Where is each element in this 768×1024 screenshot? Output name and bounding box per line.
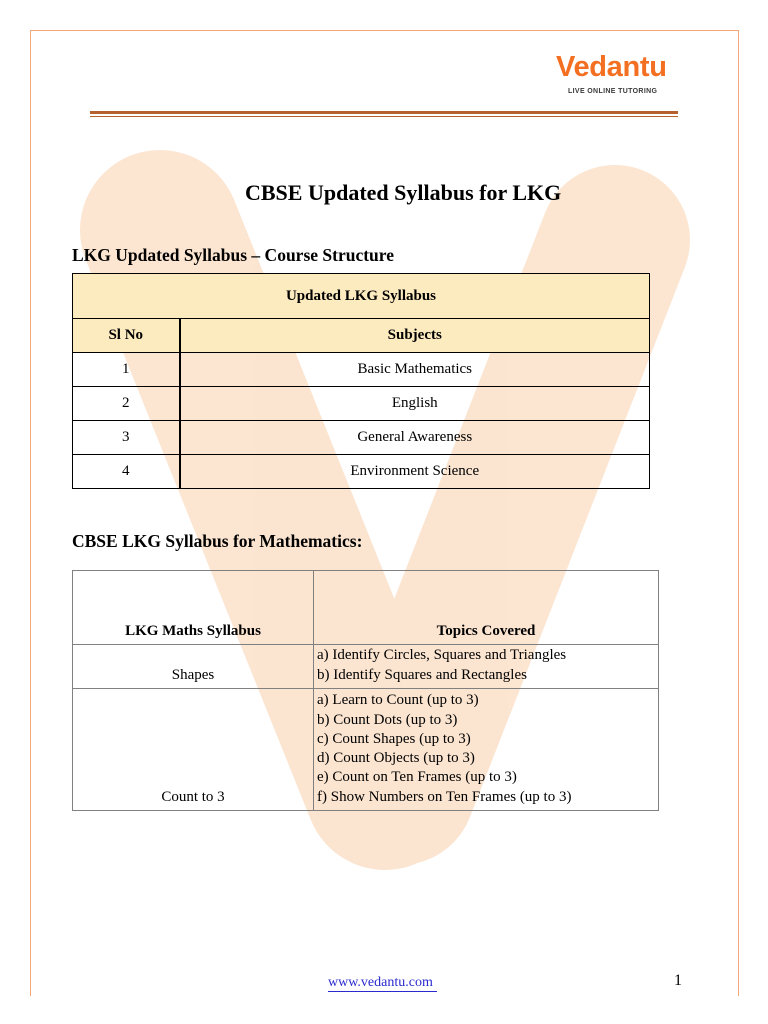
topics-cell xyxy=(314,689,659,811)
topic-item: b) Identify Squares and Rectangles xyxy=(317,666,527,683)
sl-no-cell: 2 xyxy=(73,387,180,421)
section-heading-mathematics: CBSE LKG Syllabus for Mathematics: xyxy=(72,531,363,551)
table-row xyxy=(73,387,650,421)
vedantu-logo: Vedantu xyxy=(556,51,667,83)
subject-cell: Environment Science xyxy=(180,455,650,489)
course-structure-table xyxy=(72,273,650,489)
table-header-row xyxy=(73,571,659,645)
subject-cell: English xyxy=(180,387,650,421)
table-row xyxy=(73,455,650,489)
topics-cell xyxy=(314,645,659,689)
subject-cell: General Awareness xyxy=(180,421,650,455)
sl-no-cell: 1 xyxy=(73,353,180,387)
topic-item: a) Learn to Count (up to 3) xyxy=(317,692,479,709)
table-row xyxy=(73,645,659,689)
page-frame xyxy=(30,30,739,996)
column-header-sl-no: Sl No xyxy=(73,319,180,353)
logo-tagline: LIVE ONLINE TUTORING xyxy=(568,88,658,95)
header-double-rule xyxy=(90,111,678,117)
sl-no-cell: 3 xyxy=(73,421,180,455)
section-heading-course-structure: LKG Updated Syllabus – Course Structure xyxy=(72,245,395,265)
topic-item: d) Count Objects (up to 3) xyxy=(317,750,475,767)
topic-item: c) Count Shapes (up to 3) xyxy=(317,730,471,747)
syllabus-cell: Shapes xyxy=(73,645,314,689)
footer-website-link[interactable]: www.vedantu.com xyxy=(328,974,437,992)
column-header-maths-syllabus: LKG Maths Syllabus xyxy=(73,571,314,645)
table-row xyxy=(73,689,659,811)
table-row xyxy=(73,421,650,455)
table-caption: Updated LKG Syllabus xyxy=(73,274,650,319)
topic-item: f) Show Numbers on Ten Frames (up to 3) xyxy=(317,788,572,805)
topic-item: b) Count Dots (up to 3) xyxy=(317,711,458,728)
topic-item: e) Count on Ten Frames (up to 3) xyxy=(317,769,517,786)
page-title: CBSE Updated Syllabus for LKG xyxy=(245,180,562,205)
table-header-row xyxy=(73,319,650,353)
column-header-topics-covered: Topics Covered xyxy=(314,571,659,645)
table-row xyxy=(73,353,650,387)
sl-no-cell: 4 xyxy=(73,455,180,489)
table-caption-row xyxy=(73,274,650,319)
column-header-subjects: Subjects xyxy=(180,319,650,353)
maths-syllabus-table xyxy=(72,570,659,811)
syllabus-cell: Count to 3 xyxy=(73,689,314,811)
topic-item: a) Identify Circles, Squares and Triangles xyxy=(317,647,567,664)
page-number: 1 xyxy=(674,972,682,989)
subject-cell: Basic Mathematics xyxy=(180,353,650,387)
